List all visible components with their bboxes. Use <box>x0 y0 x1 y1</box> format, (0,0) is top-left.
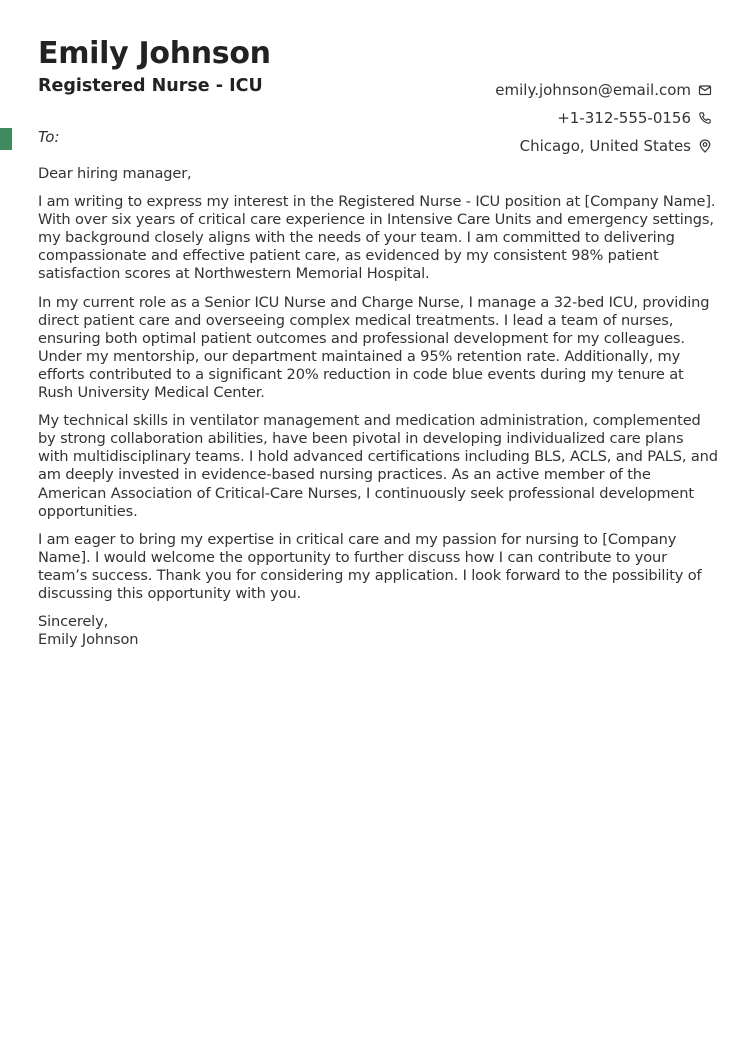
location-text: Chicago, United States <box>519 137 691 155</box>
accent-marker <box>0 128 12 150</box>
letter-body <box>38 165 718 649</box>
phone-icon <box>698 111 712 125</box>
recipient-label: To: <box>38 128 60 146</box>
closing-phrase: Sincerely, <box>38 613 109 631</box>
contact-info <box>495 76 712 160</box>
contact-location <box>495 132 712 160</box>
email-text: emily.johnson@email.com <box>495 81 691 99</box>
paragraph-skills: My technical skills in ventilator management and medication administration, complemented by strong collaboration abilities, have been pivotal in developing individualized care plans with multidisciplinary teams. I hold advanced certifications including BLS, ACLS, and PALS, and am deeply invested in evidence-based nursing practices. As an active member of the American Association of Critical-Care Nurses, I continuously seek professional development opportunities. <box>38 412 718 520</box>
envelope-icon <box>698 83 712 97</box>
contact-email <box>495 76 712 104</box>
map-pin-icon <box>698 139 712 153</box>
job-title: Registered Nurse - ICU <box>38 76 263 96</box>
contact-phone <box>495 104 712 132</box>
phone-text: +1-312-555-0156 <box>557 109 691 127</box>
signature-name: Emily Johnson <box>38 631 139 649</box>
applicant-name: Emily Johnson <box>38 36 271 71</box>
paragraph-closing: I am eager to bring my expertise in critical care and my passion for nursing to [Company Name]. I would welcome the opportunity to further discuss how I can contribute to your team’s success. Thank you for considering my application. I look forward to the possibility of discussing this opportunity with you. <box>38 530 702 602</box>
paragraph-intro: I am writing to express my interest in the Registered Nurse - ICU position at [Company Name]. With over six years of critical care experience in Intensive Care Units and emergency settings, my background closely aligns with the needs of your team. I am committed to delivering compassionate and effective patient care, as evidenced by my consistent 98% patient satisfaction scores at Northwestern Memorial Hospital. <box>38 193 716 283</box>
sign-off <box>38 613 718 649</box>
salutation: Dear hiring manager, <box>38 165 192 182</box>
paragraph-experience: In my current role as a Senior ICU Nurse and Charge Nurse, I manage a 32-bed ICU, providing direct patient care and overseeing complex medical treatments. I lead a team of nurses, ensuring both optimal patient outcomes and professional development for my colleagues. Under my mentorship, our department maintained a 95% retention rate. Additionally, my efforts contributed to a significant 20% reduction in code blue events during my tenure at Rush University Medical Center. <box>38 293 710 402</box>
